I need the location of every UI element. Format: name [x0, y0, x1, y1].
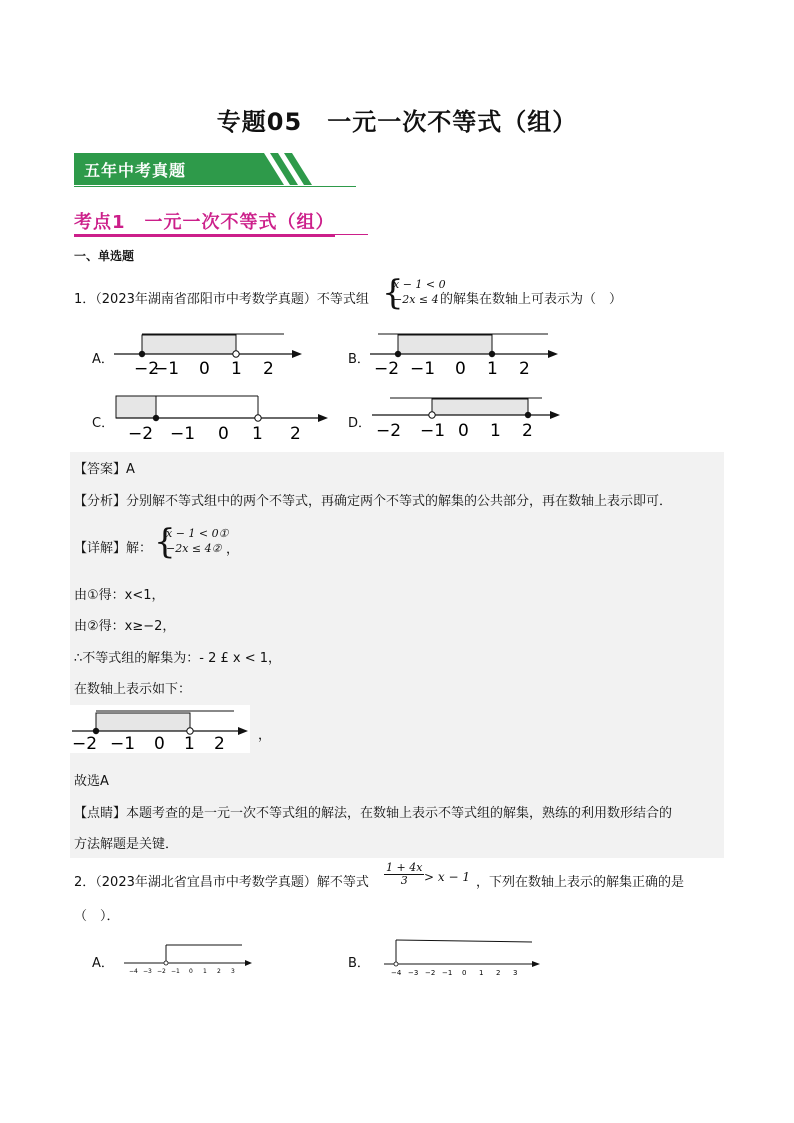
- tick-label: −1: [410, 359, 436, 378]
- choose-line: 故选A: [74, 774, 109, 789]
- q2-option-a-number-line[interactable]: [122, 938, 256, 978]
- q1-option-b-number-line[interactable]: [368, 328, 560, 378]
- tick-label: −2: [425, 969, 436, 977]
- q1-prefix: 1．（2023年湖南省邵阳市中考数学真题）不等式组: [74, 292, 369, 307]
- analysis-line: 【分析】分别解不等式组中的两个不等式，再确定两个不等式的解集的公共部分，再在数轴上表示即可．: [74, 494, 673, 509]
- banner-underline: [74, 186, 356, 187]
- tick-label: −2: [376, 421, 402, 441]
- tick-label: 1: [231, 359, 242, 378]
- q2-option-b-number-line[interactable]: [382, 934, 542, 980]
- q2-suffix: ，下列在数轴上表示的解集正确的是: [476, 875, 685, 890]
- q1-system-line2: −2x ≤ 4: [393, 293, 439, 306]
- q2-fraction-denominator: 3: [400, 874, 408, 887]
- tick-label: 1: [490, 421, 501, 441]
- answer-line: 【答案】A: [74, 462, 135, 477]
- tick-label: −1: [171, 968, 180, 975]
- tick-label: 2: [290, 424, 301, 444]
- tick-label: −1: [420, 421, 446, 441]
- tick-label: −2: [374, 359, 400, 378]
- q2-paren: （ ）．: [74, 909, 120, 924]
- q1-brace: {: [382, 273, 404, 313]
- detail-comma: ，: [226, 542, 240, 557]
- tick-label: −2: [72, 734, 98, 753]
- step-1: 由①得：x<1，: [74, 588, 165, 603]
- comment-line-2: 方法解题是关键．: [74, 837, 179, 852]
- subsection-heading: 一、单选题: [74, 249, 135, 263]
- q1-option-b-label[interactable]: B．: [348, 352, 370, 367]
- answer-number-line: [70, 705, 250, 753]
- tick-label: −3: [143, 968, 152, 975]
- tick-label: −1: [442, 969, 453, 977]
- tick-label: 0: [462, 969, 467, 977]
- tick-label: 2: [519, 359, 530, 378]
- tick-label: 1: [184, 734, 195, 753]
- section-underline: [74, 234, 368, 235]
- q2-fraction-numerator: 1 + 4x: [386, 861, 423, 874]
- tick-label: 3: [513, 969, 518, 977]
- tick-label: −2: [134, 359, 160, 378]
- tick-label: 0: [455, 359, 466, 378]
- q1-option-d-number-line[interactable]: [370, 392, 562, 442]
- comment-line-1: 【点睛】本题考查的是一元一次不等式组的解法，在数轴上表示不等式组的解集，熟练的利用数形结合的: [74, 806, 673, 821]
- tick-label: 2: [263, 359, 274, 378]
- banner-text: 五年中考真题: [84, 161, 187, 180]
- tick-label: 0: [154, 734, 165, 753]
- tick-label: 2: [496, 969, 501, 977]
- tick-label: −1: [110, 734, 136, 753]
- tick-label: 1: [479, 969, 484, 977]
- tick-label: 1: [487, 359, 498, 378]
- detail-system-line1: x − 1 < 0①: [166, 527, 229, 540]
- detail-brace: {: [154, 522, 176, 562]
- detail-system-line2: −2x ≤ 4②: [166, 542, 222, 555]
- tick-label: 2: [217, 968, 221, 975]
- q2-rhs: > x − 1: [424, 870, 470, 884]
- tick-label: 0: [199, 359, 210, 378]
- tick-label: −1: [154, 359, 180, 378]
- q1-option-c-label[interactable]: C．: [92, 416, 115, 431]
- step-2: 由②得：x≥−2，: [74, 619, 176, 634]
- tick-label: −3: [408, 969, 419, 977]
- q2-prefix: 2．（2023年湖北省宜昌市中考数学真题）解不等式: [74, 875, 369, 890]
- q1-option-a-number-line[interactable]: [112, 328, 304, 378]
- tick-label: −4: [391, 969, 402, 977]
- q1-suffix: 的解集在数轴上可表示为（ ）: [440, 292, 623, 307]
- tick-label: 2: [214, 734, 225, 753]
- tick-label: −4: [129, 968, 138, 975]
- tick-label: 0: [189, 968, 193, 975]
- step-3: ∴不等式组的解集为：- 2 £ x < 1，: [74, 651, 282, 666]
- tick-label: −2: [128, 424, 154, 444]
- q1-option-a-label[interactable]: A．: [92, 352, 114, 367]
- detail-system: [166, 526, 228, 556]
- tick-label: 3: [231, 968, 235, 975]
- tick-label: −1: [170, 424, 196, 444]
- tick-label: −2: [157, 968, 166, 975]
- banner-stripes: [254, 153, 334, 186]
- tick-label: 0: [458, 421, 469, 441]
- section-banner: [74, 153, 356, 187]
- q1-option-d-label[interactable]: D．: [348, 416, 372, 431]
- q2-option-b-label[interactable]: B．: [348, 956, 370, 971]
- section-heading: 考点1 一元一次不等式（组）: [74, 208, 335, 237]
- tick-label: 1: [252, 424, 263, 444]
- step-4: 在数轴上表示如下：: [74, 682, 192, 697]
- tick-label: 0: [218, 424, 229, 444]
- detail-label: 【详解】解：: [74, 541, 153, 556]
- q2-fraction: [384, 862, 424, 887]
- tick-label: 2: [522, 421, 533, 441]
- q1-option-c-number-line[interactable]: [114, 392, 332, 444]
- page-title: 专题05 一元一次不等式（组）: [216, 108, 578, 136]
- step-4-comma: ，: [258, 728, 272, 743]
- tick-label: 1: [203, 968, 207, 975]
- q1-system-line1: x − 1 < 0: [393, 278, 446, 291]
- q2-option-a-label[interactable]: A．: [92, 956, 114, 971]
- q1-system: [393, 277, 446, 307]
